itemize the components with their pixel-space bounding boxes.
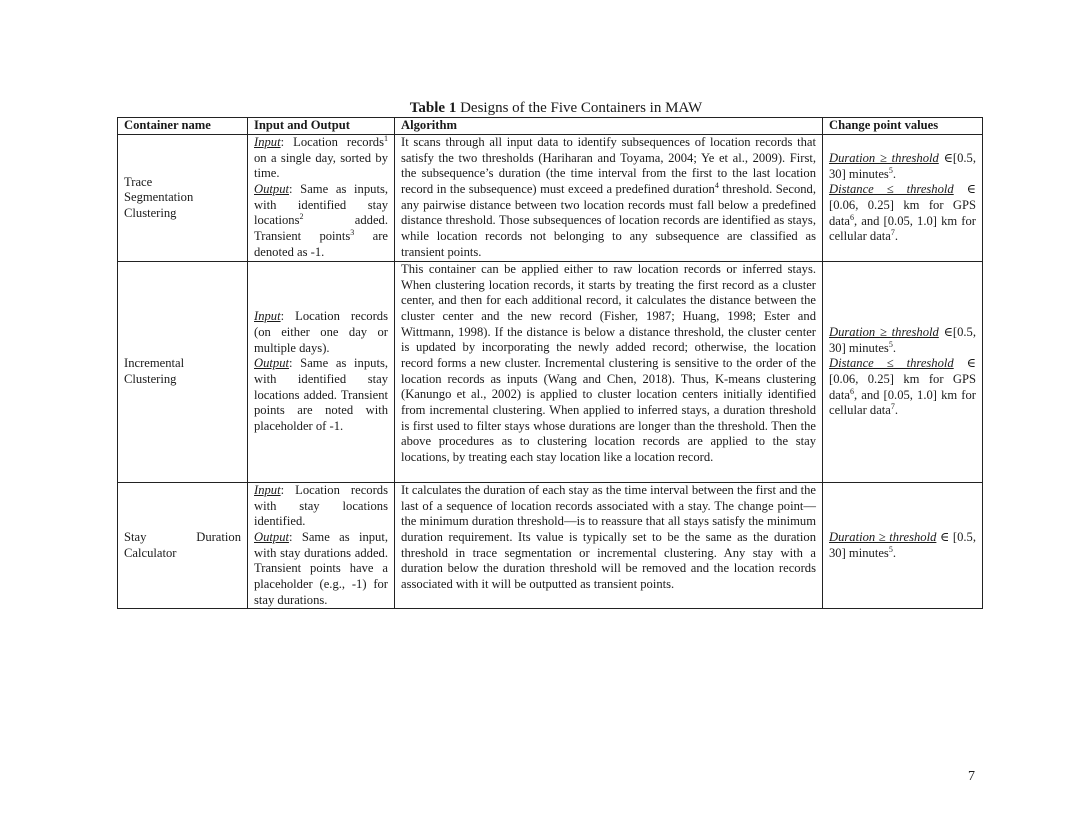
container-name: Incremental Clustering <box>124 356 185 386</box>
distance-range-cellular: , and [0.05, 1.0] km for cellular data <box>829 387 976 418</box>
duration-threshold-label: Duration ≥ threshold <box>829 325 939 340</box>
footnote-marker: 2 <box>299 212 304 222</box>
change-point-cell <box>823 135 983 262</box>
duration-end: . <box>892 166 896 181</box>
input-label: Input <box>254 483 281 497</box>
output-label: Output <box>254 529 289 544</box>
change-point-cell <box>823 262 983 483</box>
table-row <box>118 262 983 483</box>
footnote-marker: 7 <box>890 402 895 412</box>
containers-table <box>117 117 983 609</box>
duration-range: ∈ [0.5, 30] minutes <box>829 529 976 560</box>
algorithm-text-rest: threshold. Second, any pairwise distance between two location records must fall below a predefined distance threshold. Those subsequences of location records are identified as stays, while location records not belonging to any subsequence are classified as transient points. <box>401 181 816 259</box>
output-text: : Same as inputs, with identified stay locations <box>254 181 388 228</box>
table-caption <box>0 100 1080 117</box>
distance-end: . <box>894 229 899 244</box>
header-change-point-values: Change point values <box>823 118 983 135</box>
table-caption-text: Designs of the Five Containers in MAW <box>456 100 703 116</box>
input-text-rest: on a single day, sorted by time. <box>254 150 388 181</box>
footnote-marker: 4 <box>714 180 719 190</box>
table-row <box>118 483 983 609</box>
output-label: Output <box>254 181 289 196</box>
output-text-rest: added. Transient points <box>254 213 388 243</box>
duration-range: ∈[0.5, 30] minutes <box>829 151 976 181</box>
table-row <box>118 135 983 262</box>
output-text: : Same as input, with stay durations added. Transient points have a placeholder (e.g., -1) for stay durations. <box>254 529 388 607</box>
duration-range: ∈[0.5, 30] minutes <box>829 325 976 355</box>
distance-range: ∈ [0.06, 0.25] km for GPS data <box>829 182 976 228</box>
distance-end: . <box>894 403 899 418</box>
distance-range-cellular: , and [0.05, 1.0] km for cellular data <box>829 213 976 244</box>
footnote-marker: 3 <box>350 227 355 237</box>
footnote-marker: 6 <box>849 386 854 396</box>
footnote-marker: 6 <box>849 212 854 222</box>
input-label: Input <box>254 135 281 149</box>
footnote-marker: 5 <box>888 165 893 175</box>
duration-threshold-label: Duration ≥ threshold <box>829 151 939 166</box>
container-name-cell <box>118 262 248 483</box>
header-algorithm: Algorithm <box>395 118 823 135</box>
header-container-name: Container name <box>118 118 248 135</box>
algorithm-cell <box>395 135 823 262</box>
input-text: : Location records (on either one day or multiple days). <box>254 309 388 355</box>
duration-threshold-label: Duration ≥ threshold <box>829 529 937 544</box>
footnote-marker: 7 <box>890 228 895 238</box>
change-point-cell <box>823 483 983 609</box>
input-text: : Location records <box>280 135 384 149</box>
distance-threshold-label: Distance ≤ threshold <box>829 356 954 371</box>
duration-end: . <box>892 545 896 560</box>
algorithm-cell: This container can be applied either to raw location records or inferred stays. When clustering location records, it starts by treating the first record as a cluster center, and then for each additional record, it calculates the distance between the cluster center and the new record (Fisher, 1987; Huang, 1998; Ester and Wittmann, 1998). If the distance is below a distance threshold, the cluster center is updated by incorporating the newly added record; otherwise, the location record forms a new cluster. Incremental clustering is sensitive to the order of the location records as inputs (Wang and Chen, 2018). Thus, K-means clustering (Kanungo et al., 2002) is applied to cluster location centers initially identified from incremental clustering. When applied to inferred stays, a duration threshold is first used to filter stays whose durations are longer than the threshold. Then the above procedures as to clustering location records are applied to the stay locations, by treating each stay location like a location record. <box>395 262 823 483</box>
distance-threshold-label: Distance ≤ threshold <box>829 182 954 197</box>
header-input-output: Input and Output <box>248 118 395 135</box>
input-text: : Location records with stay locations identified. <box>254 483 388 529</box>
input-output-cell <box>248 483 395 609</box>
output-label: Output <box>254 356 289 371</box>
footnote-marker: 5 <box>888 339 893 349</box>
container-name-cell <box>118 483 248 609</box>
container-name: Trace Segmentation Clustering <box>124 174 194 220</box>
container-name: Stay Duration Calculator <box>124 529 241 560</box>
output-text: : Same as inputs, with identified stay locations added. Transient points are noted with placeholder of -1. <box>254 356 388 433</box>
container-name-cell <box>118 135 248 262</box>
footnote-marker: 5 <box>888 544 893 554</box>
duration-end: . <box>892 340 896 355</box>
algorithm-cell: It calculates the duration of each stay as the time interval between the first and the last of a sequence of location records associated with a stay. The change point—the minimum duration threshold—is to reassure that all stays satisfy the minimum duration requirement. Its value is typically set to be the same as the duration threshold in trace segmentation or incremental clustering. Any stay with a duration below the duration threshold will be removed and the location records associated with it will be outputted as transient points. <box>395 483 823 609</box>
distance-range: ∈ [0.06, 0.25] km for GPS data <box>829 356 976 402</box>
input-output-cell <box>248 135 395 262</box>
table-header-row <box>118 118 983 135</box>
page-number: 7 <box>968 769 975 784</box>
output-text-end: are denoted as -1. <box>254 228 388 259</box>
footnote-marker: 1 <box>384 133 388 143</box>
input-output-cell <box>248 262 395 483</box>
input-label: Input <box>254 309 281 324</box>
table-caption-label: Table 1 <box>409 100 457 116</box>
algorithm-text: It scans through all input data to identify subsequences of location records that satisfy the two thresholds (Hariharan and Toyama, 2004; Ye et al., 2009). First, the subsequence’s duration (the time interval from the first to the last location record in the subsequence) must exceed a predefined duration <box>401 135 816 196</box>
